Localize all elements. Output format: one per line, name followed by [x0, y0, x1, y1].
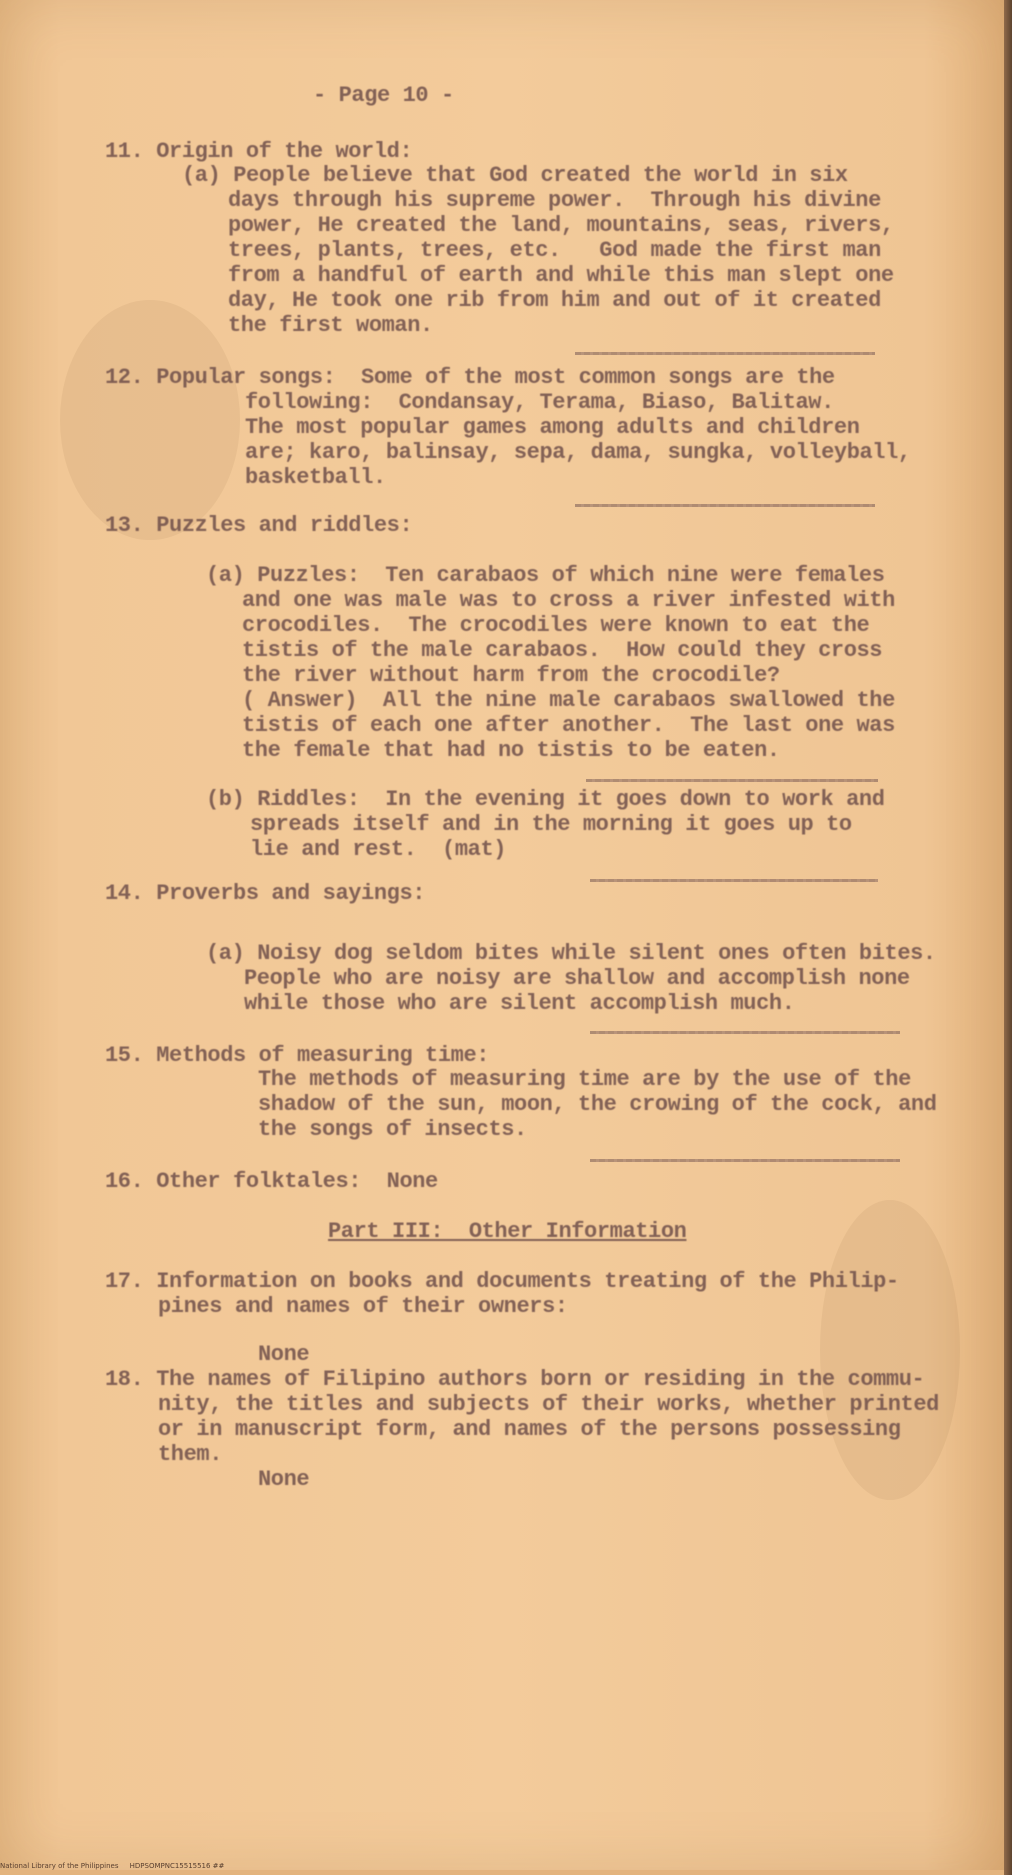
- item-11-line: from a handful of earth and while this man slept one: [228, 263, 894, 288]
- item-17-line: pines and names of their owners:: [158, 1294, 568, 1319]
- item-18-line: nity, the titles and subjects of their works, whether printed: [158, 1392, 939, 1417]
- item-14-line: while those who are silent accomplish much.: [244, 991, 795, 1016]
- divider: [575, 504, 875, 507]
- item-16: 16. Other folktales: None: [105, 1169, 438, 1194]
- item-14-line: People who are noisy are shallow and accomplish none: [244, 966, 910, 991]
- archive-footer: National Library of the Philippines HDPSOMPNC15515516 ##: [0, 1862, 225, 1870]
- item-11-line: day, He took one rib from him and out of it created: [228, 288, 881, 313]
- item-17-answer: None: [258, 1342, 310, 1367]
- item-12-line: 12. Popular songs: Some of the most common songs are the: [105, 365, 835, 390]
- item-13-puzzle-line: and one was male was to cross a river infested with: [242, 588, 895, 613]
- item-13-puzzle-line: crocodiles. The crocodiles were known to eat the: [242, 613, 870, 638]
- binding-edge: [1004, 0, 1012, 1875]
- item-13-riddle-line: (b) Riddles: In the evening it goes down to work and: [206, 787, 885, 812]
- divider: [590, 879, 878, 882]
- item-13-riddle-line: lie and rest. (mat): [250, 837, 507, 862]
- divider: [586, 779, 878, 782]
- item-12-line: are; karo, balinsay, sepa, dama, sungka, volleyball,: [245, 440, 911, 465]
- item-14-heading: 14. Proverbs and sayings:: [105, 881, 426, 906]
- item-13-riddle-line: spreads itself and in the morning it goes up to: [250, 812, 852, 837]
- item-13-puzzle-line: the river without harm from the crocodile?: [242, 663, 780, 688]
- item-12-line: following: Condansay, Terama, Biaso, Balitaw.: [245, 390, 834, 415]
- item-12-line: The most popular games among adults and children: [245, 415, 860, 440]
- item-18-answer: None: [258, 1467, 310, 1492]
- item-13-puzzle-line: tistis of each one after another. The last one was: [242, 713, 895, 738]
- divider: [575, 352, 875, 355]
- item-15-line: The methods of measuring time are by the use of the: [258, 1067, 911, 1092]
- divider: [590, 1031, 900, 1034]
- item-18-line: 18. The names of Filipino authors born or residing in the commu-: [105, 1367, 925, 1392]
- item-15-heading: 15. Methods of measuring time:: [105, 1043, 490, 1068]
- item-11-heading: 11. Origin of the world:: [105, 139, 413, 164]
- page-number: - Page 10 -: [313, 83, 454, 108]
- item-17-line: 17. Information on books and documents treating of the Philip-: [105, 1269, 899, 1294]
- item-11-line: power, He created the land, mountains, seas, rivers,: [228, 213, 894, 238]
- item-13-puzzle-line: ( Answer) All the nine male carabaos swallowed the: [242, 688, 895, 713]
- item-13-puzzle-line: (a) Puzzles: Ten carabaos of which nine were females: [206, 563, 885, 588]
- item-11-line: trees, plants, trees, etc. God made the first man: [228, 238, 881, 263]
- item-18-line: them.: [158, 1442, 223, 1467]
- item-11-line: the first woman.: [228, 313, 433, 338]
- item-14-line: (a) Noisy dog seldom bites while silent ones often bites.: [206, 941, 936, 966]
- item-15-line: shadow of the sun, moon, the crowing of the cock, and: [258, 1092, 937, 1117]
- item-13-heading: 13. Puzzles and riddles:: [105, 513, 413, 538]
- divider: [590, 1159, 900, 1162]
- item-12-line: basketball.: [245, 465, 386, 490]
- item-18-line: or in manuscript form, and names of the persons possessing: [158, 1417, 901, 1442]
- item-11-line: (a) People believe that God created the world in six: [182, 163, 848, 188]
- paper-stain: [820, 1200, 960, 1500]
- item-13-puzzle-line: tistis of the male carabaos. How could they cross: [242, 638, 883, 663]
- item-13-puzzle-line: the female that had no tistis to be eaten.: [242, 738, 780, 763]
- part-three-title: Part III: Other Information: [328, 1219, 687, 1244]
- item-11-line: days through his supreme power. Through his divine: [228, 188, 881, 213]
- item-15-line: the songs of insects.: [258, 1117, 527, 1142]
- paper-stain: [60, 300, 240, 540]
